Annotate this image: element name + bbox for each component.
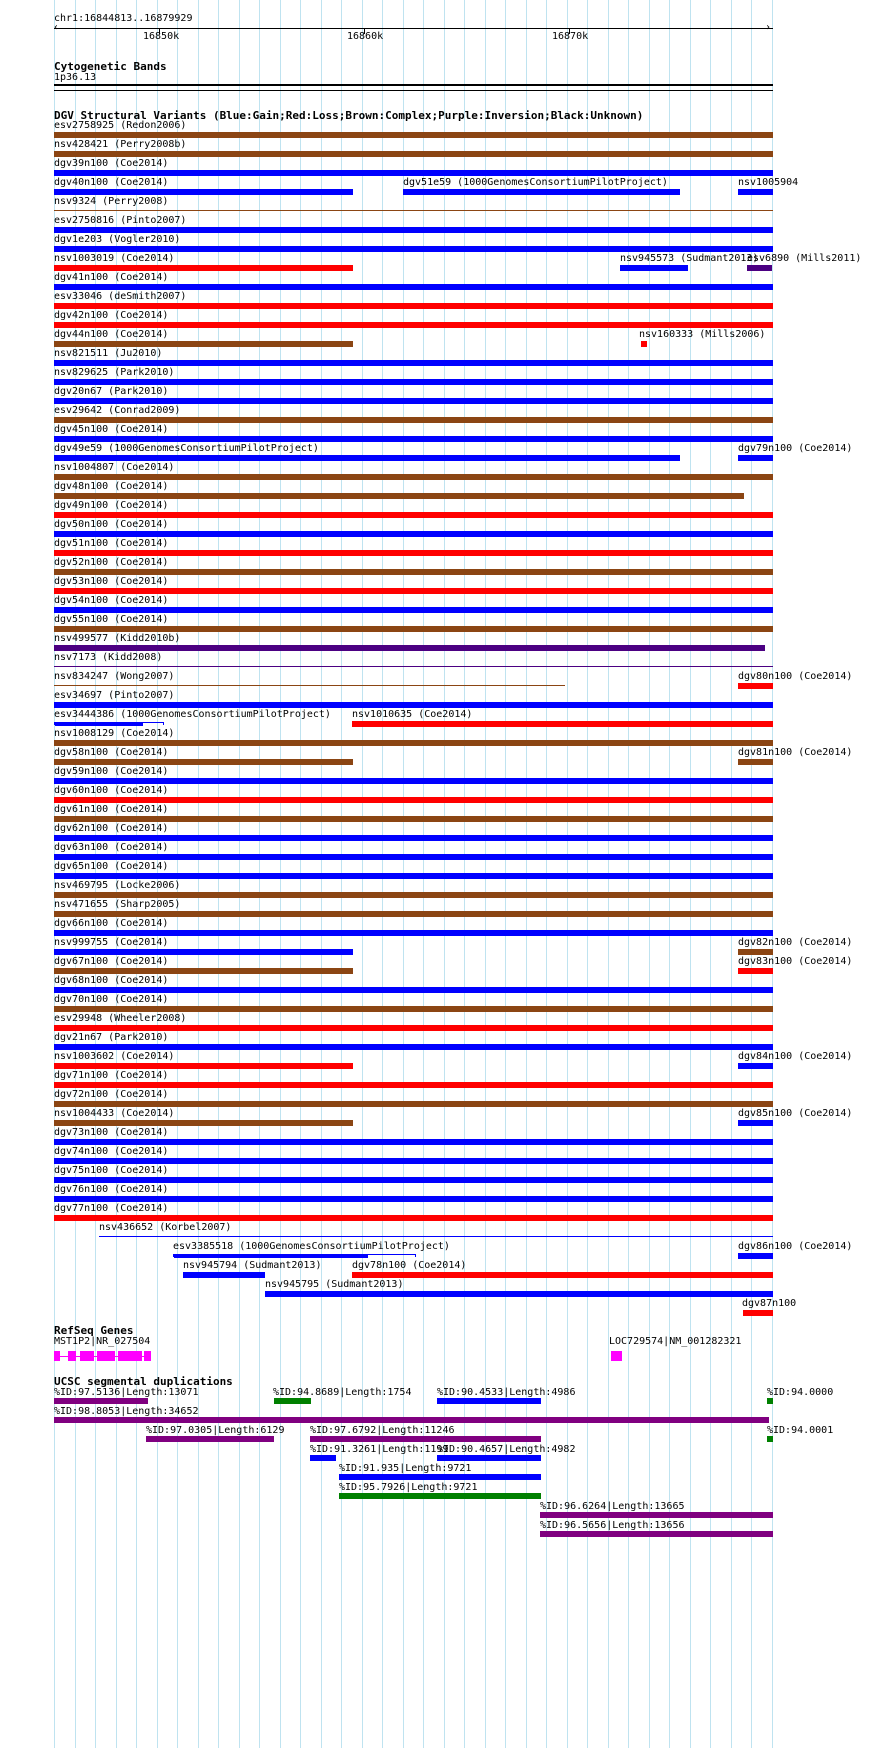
dgv-feature-thick[interactable] xyxy=(174,1254,368,1258)
segdup-label[interactable]: %ID:95.7926|Length:9721 xyxy=(339,1482,478,1493)
dgv-feature-label[interactable]: nsv945795 (Sudmant2013) xyxy=(265,1279,404,1290)
dgv-feature-bar[interactable] xyxy=(738,1063,773,1069)
dgv-feature-label[interactable]: dgv75n100 (Coe2014) xyxy=(54,1165,169,1176)
dgv-feature-bar[interactable] xyxy=(54,685,565,686)
dgv-feature-bar[interactable] xyxy=(54,702,773,708)
dgv-feature-label[interactable]: dgv52n100 (Coe2014) xyxy=(54,557,169,568)
dgv-feature-label[interactable]: dgv68n100 (Coe2014) xyxy=(54,975,169,986)
dgv-track-title: DGV Structural Variants (Blue:Gain;Red:Loss;Brown:Complex;Purple:Inversion;Black:Unknown) xyxy=(54,109,644,122)
dgv-feature-label[interactable]: dgv82n100 (Coe2014) xyxy=(738,937,853,948)
dgv-feature-bar[interactable] xyxy=(54,778,773,784)
dgv-feature-bar[interactable] xyxy=(641,341,647,347)
dgv-feature-label[interactable]: dgv51e59 (1000GenomesConsortiumPilotProject) xyxy=(403,177,668,188)
dgv-feature-label[interactable]: nsv1005904 xyxy=(738,177,799,188)
dgv-feature-label[interactable]: dgv49e59 (1000GenomesConsortiumPilotProject) xyxy=(54,443,319,454)
dgv-feature-label[interactable]: nsv1004433 (Coe2014) xyxy=(54,1108,175,1119)
dgv-feature-bar[interactable] xyxy=(54,1120,353,1126)
dgv-feature-bar[interactable] xyxy=(352,721,773,727)
dgv-feature-label[interactable]: nsv7173 (Kidd2008) xyxy=(54,652,163,663)
dgv-feature-label[interactable]: dgv48n100 (Coe2014) xyxy=(54,481,169,492)
ruler-tick-label: 16870k xyxy=(552,31,589,42)
dgv-feature-bar[interactable] xyxy=(403,189,680,195)
dgv-feature-label[interactable]: dgv54n100 (Coe2014) xyxy=(54,595,169,606)
segdup-label[interactable]: %ID:94.8689|Length:1754 xyxy=(273,1387,412,1398)
dgv-feature-bar[interactable] xyxy=(54,1006,773,1012)
segdup-label[interactable]: %ID:97.5136|Length:13071 xyxy=(54,1387,199,1398)
refseq-track-title: RefSeq Genes xyxy=(54,1324,134,1337)
dgv-feature-label[interactable]: dgv61n100 (Coe2014) xyxy=(54,804,169,815)
gene-exon[interactable] xyxy=(68,1351,76,1361)
dgv-feature-bar[interactable] xyxy=(54,1025,773,1031)
dgv-feature-bar[interactable] xyxy=(54,854,773,860)
dgv-feature-bar[interactable] xyxy=(54,949,353,955)
ruler-arrow-right: › xyxy=(765,22,772,33)
dgv-feature-bar[interactable] xyxy=(54,759,353,765)
dgv-feature-label[interactable]: dgv72n100 (Coe2014) xyxy=(54,1089,169,1100)
dgv-feature-label[interactable]: dgv66n100 (Coe2014) xyxy=(54,918,169,929)
cytoband-bar[interactable] xyxy=(54,84,773,86)
dgv-feature-bar[interactable] xyxy=(738,683,773,689)
dgv-feature-bar[interactable] xyxy=(54,911,773,917)
segdup-label[interactable]: %ID:90.4533|Length:4986 xyxy=(437,1387,576,1398)
dgv-feature-label[interactable]: nsv1003602 (Coe2014) xyxy=(54,1051,175,1062)
dgv-feature-label[interactable]: dgv79n100 (Coe2014) xyxy=(738,443,853,454)
dgv-feature-label[interactable]: nsv428421 (Perry2008b) xyxy=(54,139,187,150)
segdup-bar[interactable] xyxy=(540,1512,773,1518)
dgv-feature-bar[interactable] xyxy=(738,189,773,195)
dgv-feature-label[interactable]: esv29642 (Conrad2009) xyxy=(54,405,181,416)
dgv-feature-label[interactable]: dgv87n100 xyxy=(742,1298,797,1309)
dgv-feature-label[interactable]: dgv53n100 (Coe2014) xyxy=(54,576,169,587)
dgv-feature-label[interactable]: dgv65n100 (Coe2014) xyxy=(54,861,169,872)
dgv-feature-bar[interactable] xyxy=(54,360,773,366)
dgv-feature-bar[interactable] xyxy=(54,1215,773,1221)
dgv-feature-bar[interactable] xyxy=(54,265,353,271)
dgv-feature-label[interactable]: dgv51n100 (Coe2014) xyxy=(54,538,169,549)
gene-label[interactable]: MST1P2|NR_027504 xyxy=(54,1336,151,1347)
dgv-feature-bar[interactable] xyxy=(54,170,773,176)
segdup-label[interactable]: %ID:96.5656|Length:13656 xyxy=(540,1520,685,1531)
dgv-feature-bar[interactable] xyxy=(54,892,773,898)
dgv-feature-label[interactable]: dgv41n100 (Coe2014) xyxy=(54,272,169,283)
dgv-feature-bar[interactable] xyxy=(54,1177,773,1183)
dgv-feature-bar[interactable] xyxy=(54,1063,353,1069)
dgv-feature-bar[interactable] xyxy=(99,1236,773,1237)
dgv-feature-label[interactable]: dgv1e203 (Vogler2010) xyxy=(54,234,181,245)
dgv-feature-bar[interactable] xyxy=(738,949,773,955)
segdup-bar[interactable] xyxy=(437,1398,541,1404)
dgv-feature-label[interactable]: dgv40n100 (Coe2014) xyxy=(54,177,169,188)
dgv-feature-label[interactable]: nsv469795 (Locke2006) xyxy=(54,880,181,891)
dgv-feature-bar[interactable] xyxy=(54,132,773,138)
dgv-feature-bar[interactable] xyxy=(54,474,773,480)
segdup-bar[interactable] xyxy=(54,1417,769,1423)
dgv-feature-bar[interactable] xyxy=(54,968,353,974)
dgv-feature-label[interactable]: dgv63n100 (Coe2014) xyxy=(54,842,169,853)
dgv-feature-label[interactable]: dgv21n67 (Park2010) xyxy=(54,1032,169,1043)
dgv-feature-label[interactable]: dgv80n100 (Coe2014) xyxy=(738,671,853,682)
dgv-feature-label[interactable]: esv29948 (Wheeler2008) xyxy=(54,1013,187,1024)
dgv-feature-label[interactable]: nsv945573 (Sudmant2013) xyxy=(620,253,759,264)
dgv-feature-label[interactable]: dgv39n100 (Coe2014) xyxy=(54,158,169,169)
segdup-bar[interactable] xyxy=(437,1455,541,1461)
dgv-feature-label[interactable]: dgv44n100 (Coe2014) xyxy=(54,329,169,340)
dgv-feature-bar[interactable] xyxy=(54,151,773,157)
dgv-feature-label[interactable]: dgv50n100 (Coe2014) xyxy=(54,519,169,530)
dgv-feature-label[interactable]: nsv999755 (Coe2014) xyxy=(54,937,169,948)
ruler-axis xyxy=(54,28,773,29)
cytoband-title: Cytogenetic Bands xyxy=(54,60,167,73)
dgv-feature-bar[interactable] xyxy=(54,797,773,803)
dgv-feature-bar[interactable] xyxy=(738,759,773,765)
dgv-feature-label[interactable]: esv33046 (deSmith2007) xyxy=(54,291,187,302)
gene-exon[interactable] xyxy=(611,1351,622,1361)
dgv-feature-bar[interactable] xyxy=(54,436,773,442)
dgv-feature-label[interactable]: dgv77n100 (Coe2014) xyxy=(54,1203,169,1214)
dgv-feature-label[interactable]: dgv74n100 (Coe2014) xyxy=(54,1146,169,1157)
dgv-feature-bar[interactable] xyxy=(352,1272,773,1278)
dgv-feature-label[interactable]: nsv834247 (Wong2007) xyxy=(54,671,175,682)
dgv-feature-label[interactable]: esv3385518 (1000GenomesConsortiumPilotProject) xyxy=(173,1241,450,1252)
segdup-label[interactable]: %ID:94.0000 xyxy=(767,1387,834,1398)
dgv-feature-bar[interactable] xyxy=(54,987,773,993)
dgv-feature-label[interactable]: nsv499577 (Kidd2010b) xyxy=(54,633,181,644)
dgv-feature-label[interactable]: esv6890 (Mills2011) xyxy=(747,253,862,264)
ruler-arrow-left: ‹ xyxy=(53,22,60,33)
dgv-feature-bar[interactable] xyxy=(54,645,765,651)
dgv-feature-bar[interactable] xyxy=(54,210,773,211)
dgv-feature-label[interactable]: dgv84n100 (Coe2014) xyxy=(738,1051,853,1062)
segdup-bar[interactable] xyxy=(767,1436,773,1442)
dgv-feature-bar[interactable] xyxy=(54,398,773,404)
gene-exon[interactable] xyxy=(118,1351,142,1361)
dgv-feature-label[interactable]: esv2750816 (Pinto2007) xyxy=(54,215,187,226)
dgv-feature-label[interactable]: dgv60n100 (Coe2014) xyxy=(54,785,169,796)
dgv-feature-label[interactable]: nsv1003019 (Coe2014) xyxy=(54,253,175,264)
dgv-feature-bar[interactable] xyxy=(743,1310,773,1316)
dgv-feature-label[interactable]: dgv85n100 (Coe2014) xyxy=(738,1108,853,1119)
gene-exon[interactable] xyxy=(144,1351,151,1361)
dgv-feature-bar[interactable] xyxy=(54,379,773,385)
dgv-feature-label[interactable]: dgv76n100 (Coe2014) xyxy=(54,1184,169,1195)
dgv-feature-bar[interactable] xyxy=(54,835,773,841)
dgv-feature-bar[interactable] xyxy=(54,626,773,632)
dgv-feature-bar[interactable] xyxy=(54,284,773,290)
dgv-feature-bar[interactable] xyxy=(54,722,164,725)
dgv-feature-bar[interactable] xyxy=(183,1272,265,1278)
dgv-feature-bar[interactable] xyxy=(54,493,744,499)
cytoband-label: 1p36.13 xyxy=(54,72,97,83)
ruler-tick-label: 16850k xyxy=(143,31,180,42)
dgv-feature-label[interactable]: esv2758925 (Redon2006) xyxy=(54,120,187,131)
dgv-feature-label[interactable]: dgv45n100 (Coe2014) xyxy=(54,424,169,435)
dgv-feature-label[interactable]: dgv78n100 (Coe2014) xyxy=(352,1260,467,1271)
dgv-feature-bar[interactable] xyxy=(54,246,773,252)
dgv-feature-bar[interactable] xyxy=(738,455,773,461)
dgv-feature-label[interactable]: dgv59n100 (Coe2014) xyxy=(54,766,169,777)
segdup-label[interactable]: %ID:94.0001 xyxy=(767,1425,834,1436)
segdup-label[interactable]: %ID:91.935|Length:9721 xyxy=(339,1463,472,1474)
ruler-position: chr1:16844813..16879929 xyxy=(54,13,193,24)
segdup-label[interactable]: %ID:96.6264|Length:13665 xyxy=(540,1501,685,1512)
dgv-feature-label[interactable]: dgv67n100 (Coe2014) xyxy=(54,956,169,967)
dgv-feature-label[interactable]: dgv55n100 (Coe2014) xyxy=(54,614,169,625)
dgv-feature-bar[interactable] xyxy=(54,666,773,667)
dgv-feature-label[interactable]: dgv20n67 (Park2010) xyxy=(54,386,169,397)
dgv-feature-label[interactable]: nsv1004807 (Coe2014) xyxy=(54,462,175,473)
dgv-feature-bar[interactable] xyxy=(54,1044,773,1050)
dgv-feature-label[interactable]: nsv436652 (Korbel2007) xyxy=(99,1222,232,1233)
gene-label[interactable]: LOC729574|NM_001282321 xyxy=(609,1336,742,1347)
dgv-feature-bar[interactable] xyxy=(54,1101,773,1107)
dgv-feature-bar[interactable] xyxy=(54,512,773,518)
dgv-feature-label[interactable]: dgv81n100 (Coe2014) xyxy=(738,747,853,758)
dgv-feature-label[interactable]: dgv58n100 (Coe2014) xyxy=(54,747,169,758)
dgv-feature-thick[interactable] xyxy=(55,722,143,726)
dgv-feature-label[interactable]: nsv160333 (Mills2006) xyxy=(639,329,766,340)
segdup-label[interactable]: %ID:91.3261|Length:1199 xyxy=(310,1444,449,1455)
gene-exon[interactable] xyxy=(80,1351,94,1361)
dgv-feature-bar[interactable] xyxy=(738,1120,773,1126)
gene-exon[interactable] xyxy=(97,1351,115,1361)
segdup-bar[interactable] xyxy=(146,1436,274,1442)
dgv-feature-bar[interactable] xyxy=(54,1082,773,1088)
dgv-feature-label[interactable]: nsv821511 (Ju2010) xyxy=(54,348,163,359)
dgv-feature-bar[interactable] xyxy=(54,1139,773,1145)
ruler-tick-label: 16860k xyxy=(347,31,384,42)
dgv-feature-label[interactable]: esv3444386 (1000GenomesConsortiumPilotProject) xyxy=(54,709,331,720)
dgv-feature-label[interactable]: dgv86n100 (Coe2014) xyxy=(738,1241,853,1252)
dgv-feature-label[interactable]: esv34697 (Pinto2007) xyxy=(54,690,175,701)
dgv-feature-bar[interactable] xyxy=(54,1158,773,1164)
dgv-feature-label[interactable]: dgv42n100 (Coe2014) xyxy=(54,310,169,321)
dgv-feature-bar[interactable] xyxy=(54,1196,773,1202)
segdup-bar[interactable] xyxy=(540,1531,773,1537)
dgv-feature-bar[interactable] xyxy=(54,303,773,309)
segdup-bar[interactable] xyxy=(767,1398,773,1404)
dgv-feature-bar[interactable] xyxy=(54,588,773,594)
segdup-bar[interactable] xyxy=(339,1493,541,1499)
segdup-bar[interactable] xyxy=(339,1474,541,1480)
dgv-feature-bar[interactable] xyxy=(54,189,353,195)
segdup-bar[interactable] xyxy=(310,1455,336,1461)
segdup-label[interactable]: %ID:97.0305|Length:6129 xyxy=(146,1425,285,1436)
dgv-feature-bar[interactable] xyxy=(738,1253,773,1259)
dgv-feature-bar[interactable] xyxy=(54,569,773,575)
dgv-feature-bar[interactable] xyxy=(54,607,773,613)
dgv-feature-bar[interactable] xyxy=(54,227,773,233)
dgv-feature-label[interactable]: nsv471655 (Sharp2005) xyxy=(54,899,181,910)
segdup-label[interactable]: %ID:90.4657|Length:4982 xyxy=(437,1444,576,1455)
dgv-feature-bar[interactable] xyxy=(54,873,773,879)
dgv-feature-bar[interactable] xyxy=(54,341,353,347)
segdup-track-title: UCSC segmental duplications xyxy=(54,1375,233,1388)
dgv-feature-label[interactable]: nsv945794 (Sudmant2013) xyxy=(183,1260,322,1271)
dgv-feature-bar[interactable] xyxy=(54,417,773,423)
dgv-feature-label[interactable]: nsv1010635 (Coe2014) xyxy=(352,709,473,720)
segdup-bar[interactable] xyxy=(274,1398,311,1404)
segdup-bar[interactable] xyxy=(54,1398,148,1404)
dgv-feature-label[interactable]: nsv1008129 (Coe2014) xyxy=(54,728,175,739)
dgv-feature-bar[interactable] xyxy=(54,455,680,461)
dgv-feature-bar[interactable] xyxy=(738,968,773,974)
dgv-feature-bar[interactable] xyxy=(173,1254,416,1257)
dgv-feature-bar[interactable] xyxy=(54,816,773,822)
dgv-feature-bar[interactable] xyxy=(54,740,773,746)
dgv-feature-label[interactable]: dgv62n100 (Coe2014) xyxy=(54,823,169,834)
gene-exon[interactable] xyxy=(54,1351,60,1361)
dgv-feature-label[interactable]: nsv9324 (Perry2008) xyxy=(54,196,169,207)
dgv-feature-bar[interactable] xyxy=(54,322,773,328)
dgv-feature-bar[interactable] xyxy=(54,531,773,537)
dgv-feature-label[interactable]: dgv73n100 (Coe2014) xyxy=(54,1127,169,1138)
dgv-feature-bar[interactable] xyxy=(747,265,772,271)
dgv-feature-bar[interactable] xyxy=(265,1291,773,1297)
dgv-feature-bar[interactable] xyxy=(54,550,773,556)
dgv-feature-bar[interactable] xyxy=(54,930,773,936)
segdup-label[interactable]: %ID:98.8053|Length:34652 xyxy=(54,1406,199,1417)
dgv-feature-label[interactable]: dgv70n100 (Coe2014) xyxy=(54,994,169,1005)
dgv-feature-bar[interactable] xyxy=(620,265,688,271)
segdup-bar[interactable] xyxy=(310,1436,541,1442)
dgv-feature-label[interactable]: nsv829625 (Park2010) xyxy=(54,367,175,378)
dgv-feature-label[interactable]: dgv83n100 (Coe2014) xyxy=(738,956,853,967)
segdup-label[interactable]: %ID:97.6792|Length:11246 xyxy=(310,1425,455,1436)
dgv-feature-label[interactable]: dgv49n100 (Coe2014) xyxy=(54,500,169,511)
dgv-feature-label[interactable]: dgv71n100 (Coe2014) xyxy=(54,1070,169,1081)
track-separator xyxy=(54,90,773,91)
